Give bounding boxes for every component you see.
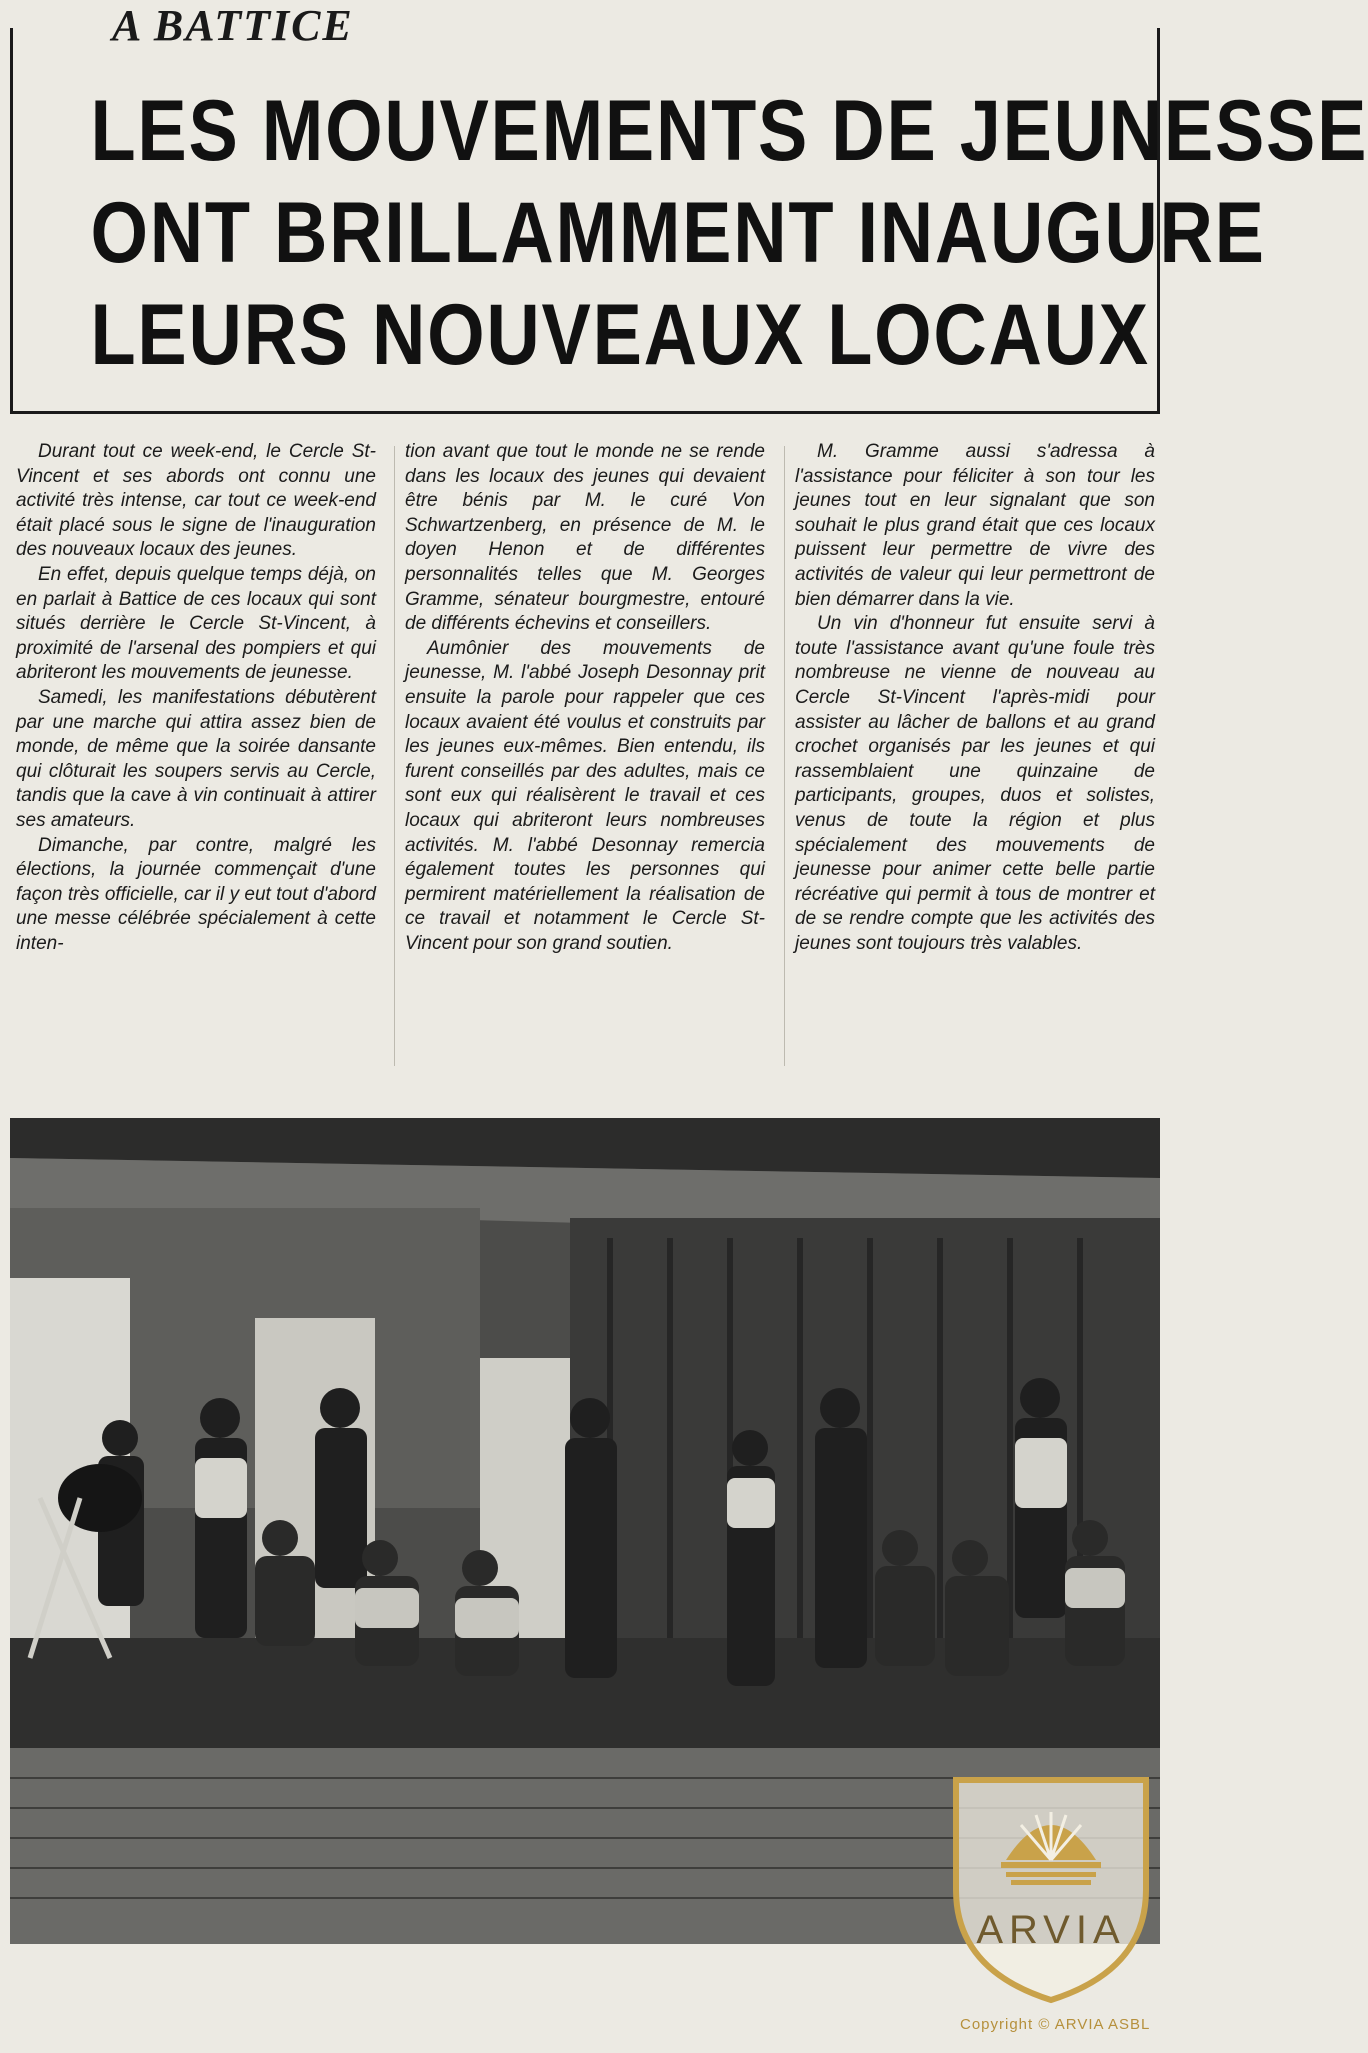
article-body — [16, 440, 1158, 1070]
headline-line: LES MOUVEMENTS DE JEUNESSE — [90, 83, 1368, 179]
paragraph: Dimanche, par contre, malgré les élections, la journée commençait d'une façon très officielle, car il y eut tout d'abord une messe célébrée spécialement à cette inten- — [16, 834, 376, 954]
headline-line: ONT BRILLAMMENT INAUGURE — [90, 185, 1266, 281]
kicker: A BATTICE — [112, 1, 354, 50]
paragraph: M. Gramme aussi s'adressa à l'assistance pour féliciter à son tour les jeunes tout en leur signalant que son souhait le plus grand était que ces locaux puissent leur permettre de vivre des activités de valeur qui leur permettront de bien démarrer dans la vie. — [795, 441, 1155, 610]
logo-text: ARVIA — [976, 1908, 1126, 1952]
paragraph: Un vin d'honneur fut ensuite servi à toute l'assistance avant qu'une foule très nombreuse ne vienne de nouveau au Cercle St-Vincent l'après-midi pour assister au lâcher de ballons et au grand crochet organisés par les jeunes et qui rassemblaient une quinzaine de participants, groupes, duos et solistes, venus de toute la région et plus spécialement des mouvements de jeunesse pour animer cette belle partie récréative qui permit à tous de montrer et de se rendre compte que les activités des jeunes sont toujours très valables. — [795, 613, 1155, 954]
paragraph: Aumônier des mouvements de jeunesse, M. l'abbé Joseph Desonnay prit ensuite la parole pour rappeler que ces locaux avaient été voulus et construits par les jeunes eux-mêmes. Bien entendu, ils furent conseillés par des adultes, mais ce sont eux qui réalisèrent le travail et ces locaux qui abriteront leurs nombreuses activités. M. l'abbé Desonnay remercia également toutes les personnes qui permirent matériellement la réalisation de ce travail et notamment le Cercle St-Vincent pour son grand soutien. — [405, 637, 765, 954]
article-column-3 — [795, 440, 1155, 1070]
paragraph: Durant tout ce week-end, le Cercle St-Vincent et ses abords ont connu une activité très intense, car tout ce week-end était placé sous le signe de l'inauguration des nouveaux locaux des jeunes. — [16, 441, 376, 561]
headline — [90, 80, 1368, 386]
paragraph: tion avant que tout le monde ne se rende dans les locaux des jeunes qui devaient être bénis par M. le curé Von Schwartzenberg, en présence de M. le doyen Henon et de différentes personnalités telles que M. Georges Gramme, sénateur bourgmestre, entouré de différents échevins et conseillers. — [405, 441, 765, 635]
paragraph: En effet, depuis quelque temps déjà, on en parlait à Battice de ces locaux qui sont situés derrière le Cercle St-Vincent, à proximité de l'arsenal des pompiers et qui abriteront les mouvements de jeunesse. — [16, 563, 376, 684]
article-column-2 — [405, 440, 765, 1070]
arvia-logo — [946, 1770, 1156, 2006]
shield-icon — [946, 1770, 1156, 2006]
copyright-notice: Copyright © ARVIA ASBL — [960, 2016, 1151, 2033]
paragraph: Samedi, les manifestations débutèrent par une marche qui attira assez bien de monde, de même que la soirée dansante qui clôturait les soupers servis au Cercle, tandis que la cave à vin continuait à attirer ses amateurs. — [16, 686, 376, 831]
article-column-1 — [16, 440, 376, 1070]
headline-line: LEURS NOUVEAUX LOCAUX — [90, 287, 1150, 383]
